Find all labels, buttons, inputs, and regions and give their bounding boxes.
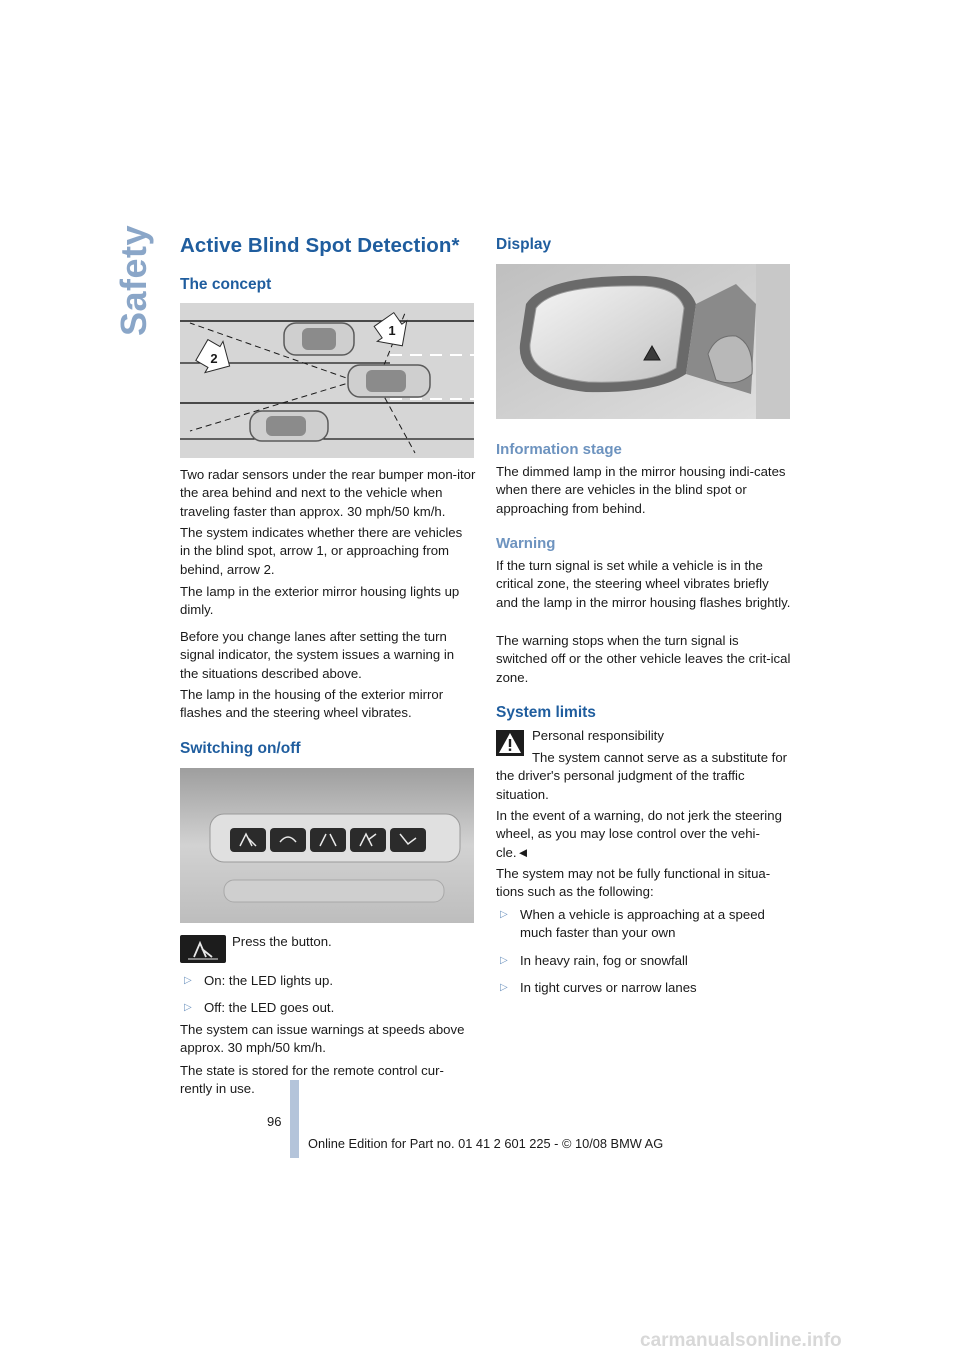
watermark: carmanualsonline.info: [640, 1330, 842, 1351]
warning-paragraph-1: If the turn signal is set while a vehicle is in the critical zone, the steering wheel vibrates briefly and the lamp in the mirror housing flashes brightly.: [496, 558, 791, 610]
mirror-photo: [496, 264, 790, 419]
car-behind: [250, 411, 328, 441]
limits-list: [496, 906, 792, 1007]
switch-heading: Switching on/off: [180, 740, 301, 757]
list-item: ▷ In heavy rain, fog or snowfall: [500, 952, 688, 968]
concept-paragraph-4: Before you change lanes after setting the turn signal indicator, the system issues a warning in the situations described above.: [180, 629, 455, 681]
concept-heading: The concept: [180, 276, 272, 293]
list-item: ▷ Off: the LED goes out.: [184, 1000, 335, 1016]
switch-paragraph-1: The system can issue warnings at speeds above approx. 30 mph/50 km/h.: [180, 1022, 465, 1056]
blind-spot-button-icon: [180, 935, 226, 963]
arrow-1-label: 1: [388, 323, 396, 338]
on-off-list: [180, 972, 476, 1027]
limits-paragraph-3: The system may not be fully functional in situa-tions such as the following:: [496, 866, 771, 900]
information-paragraph: The dimmed lamp in the mirror housing indi-cates when there are vehicles in the blind spot or approaching from behind.: [496, 464, 786, 516]
section-tab-label: Safety: [113, 224, 154, 336]
limits-paragraph-2: In the event of a warning, do not jerk the steering wheel, as you may lose control over the vehi-cle.◄: [496, 808, 782, 860]
list-item: ▷ In tight curves or narrow lanes: [500, 980, 697, 996]
button-panel-photo: [180, 768, 474, 923]
press-button-text: Press the button.: [232, 934, 332, 949]
button-panel-illustration: [180, 768, 474, 923]
footer-bar: [290, 1080, 299, 1158]
display-heading: Display: [496, 236, 552, 253]
concept-paragraph-2: The system indicates whether there are vehicles in the blind spot, arrow 1, or approaching from behind, arrow 2.: [180, 525, 463, 577]
concept-diagram: [180, 303, 474, 458]
car-own: [348, 365, 430, 397]
mirror-illustration: [496, 264, 790, 419]
page-number: 96: [267, 1114, 282, 1129]
note-text: The system cannot serve as a substitute for the driver's personal judgment of the traffic situation.: [496, 750, 788, 802]
switch-paragraph-2: The state is stored for the remote control cur-rently in use.: [180, 1063, 444, 1097]
section-tab: [112, 226, 156, 336]
list-item: ▷ When a vehicle is approaching at a speed much faster than your own: [500, 907, 765, 941]
warning-paragraph-2: The warning stops when the turn signal is switched off or the other vehicle leaves the crit-ical zone.: [496, 633, 791, 685]
concept-paragraph-3: The lamp in the exterior mirror housing lights up dimly.: [180, 584, 460, 618]
concept-illustration: [180, 303, 474, 458]
arrow-2-label: 2: [210, 351, 218, 366]
edition-text: Online Edition for Part no. 01 41 2 601 225 - © 10/08 BMW AG: [308, 1136, 664, 1151]
list-item: ▷ On: the LED lights up.: [184, 973, 334, 988]
warning-heading: Warning: [496, 535, 556, 552]
system-limits-heading: System limits: [496, 704, 596, 721]
note-title: Personal responsibility: [532, 728, 664, 743]
concept-paragraph-5: The lamp in the housing of the exterior mirror flashes and the steering wheel vibrates.: [180, 687, 444, 721]
car-left-lane: [284, 323, 354, 355]
concept-paragraph-1: Two radar sensors under the rear bumper mon-itor the area behind and next to the vehicle when traveling faster than approx. 30 mph/50 km/h.: [180, 467, 476, 519]
information-stage-heading: Information stage: [496, 441, 622, 458]
page-title: Active Blind Spot Detection*: [180, 234, 460, 257]
